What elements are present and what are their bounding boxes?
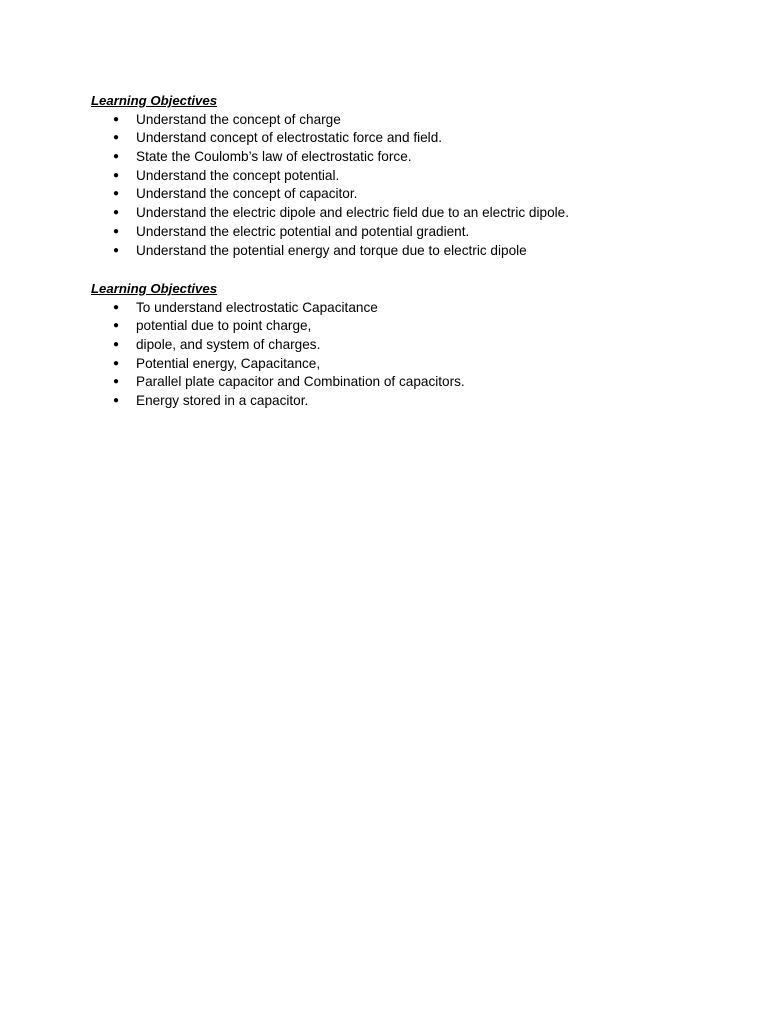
list-item-text: Understand the concept potential. bbox=[136, 167, 340, 183]
list-item-text: To understand electrostatic Capacitance bbox=[136, 299, 378, 315]
list-item bbox=[91, 373, 751, 392]
list-item bbox=[91, 336, 751, 355]
bullet-icon: ● bbox=[113, 132, 120, 144]
bullet-icon: ● bbox=[113, 207, 120, 219]
list-item bbox=[91, 167, 751, 186]
list-item bbox=[91, 355, 751, 374]
objectives-list bbox=[91, 111, 751, 261]
list-item-text: Understand the concept of charge bbox=[136, 111, 341, 127]
bullet-icon: ● bbox=[113, 151, 120, 163]
bullet-icon: ● bbox=[113, 244, 120, 256]
bullet-icon: ● bbox=[113, 301, 120, 313]
bullet-icon: ● bbox=[113, 357, 120, 369]
list-item-text: Parallel plate capacitor and Combination of capacitors. bbox=[136, 374, 465, 390]
list-item-text: Understand concept of electrostatic force and field. bbox=[136, 130, 443, 146]
list-item-text: Energy stored in a capacitor. bbox=[136, 393, 309, 409]
section-heading: Learning Objectives bbox=[91, 93, 218, 108]
list-item bbox=[91, 185, 751, 204]
section-heading: Learning Objectives bbox=[91, 281, 218, 296]
list-item bbox=[91, 242, 751, 261]
list-item bbox=[91, 392, 751, 411]
list-item bbox=[91, 129, 751, 148]
list-item bbox=[91, 317, 751, 336]
bullet-icon: ● bbox=[113, 169, 120, 181]
list-item bbox=[91, 111, 751, 130]
bullet-icon: ● bbox=[113, 376, 120, 388]
list-item bbox=[91, 204, 751, 223]
objectives-list bbox=[91, 299, 751, 411]
list-item-text: dipole, and system of charges. bbox=[136, 337, 321, 353]
learning-objectives-section bbox=[91, 280, 751, 411]
list-item bbox=[91, 299, 751, 318]
list-item-text: Understand the concept of capacitor. bbox=[136, 186, 358, 202]
bullet-icon: ● bbox=[113, 113, 120, 125]
list-item-text: Understand the electric dipole and electric field due to an electric dipole. bbox=[136, 205, 569, 221]
bullet-icon: ● bbox=[113, 225, 120, 237]
list-item-text: potential due to point charge, bbox=[136, 318, 312, 334]
list-item bbox=[91, 223, 751, 242]
bullet-icon: ● bbox=[113, 395, 120, 407]
list-item-text: Understand the potential energy and torque due to electric dipole bbox=[136, 242, 527, 258]
list-item-text: Understand the electric potential and potential gradient. bbox=[136, 223, 470, 239]
bullet-icon: ● bbox=[113, 188, 120, 200]
learning-objectives-section bbox=[91, 92, 751, 260]
bullet-icon: ● bbox=[113, 339, 120, 351]
list-item-text: Potential energy, Capacitance, bbox=[136, 355, 321, 371]
list-item-text: State the Coulomb’s law of electrostatic force. bbox=[136, 149, 412, 165]
bullet-icon: ● bbox=[113, 320, 120, 332]
list-item bbox=[91, 148, 751, 167]
